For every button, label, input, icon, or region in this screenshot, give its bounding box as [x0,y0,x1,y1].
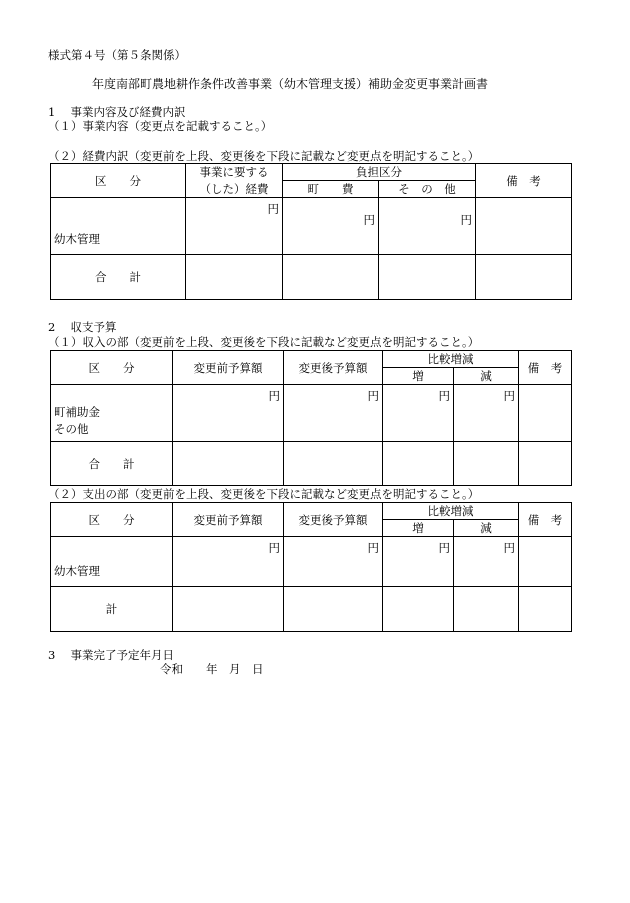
remarks-cell [519,385,572,442]
total-cell [454,587,519,632]
section1-sub2: （２）経費内訳（変更前を上段、変更後を下段に記載など変更点を明記すること。） [48,149,480,163]
total-cell [173,587,284,632]
header-before: 変更前予算額 [173,503,284,537]
header-kubun: 区 分 [51,351,173,385]
header-decrease: 減 [454,368,519,385]
total-cell [186,255,283,300]
total-cell [283,255,379,300]
header-cost-line2: （した）経費 [186,181,283,198]
header-before: 変更前予算額 [173,351,284,385]
expense-breakdown-table [50,163,572,300]
header-decrease: 減 [454,520,519,537]
total-cell [383,442,454,486]
header-remarks: 備 考 [476,164,572,198]
income-table [50,350,572,486]
total-cell [519,442,572,486]
header-comparison: 比較増減 [383,503,519,520]
unit-yen: 円 [454,385,519,442]
section2-heading: 2 収支予算 [48,320,117,334]
total-cell [284,587,383,632]
unit-yen: 円 [284,537,383,587]
income-row-labels [51,385,173,442]
total-cell [284,442,383,486]
unit-yen: 円 [383,385,454,442]
section1-heading: 1 事業内容及び経費内訳 [48,105,186,119]
section1-sub1: （１）事業内容（変更点を記載すること。） [48,119,273,133]
expense-heading: （２）支出の部（変更前を上段、変更後を下段に記載など変更点を明記すること。） [48,487,480,501]
header-town: 町 費 [283,181,379,198]
unit-yen: 円 [173,537,284,587]
header-kubun: 区 分 [51,503,173,537]
unit-yen: 円 [383,537,454,587]
header-after: 変更後予算額 [284,351,383,385]
total-cell [379,255,476,300]
total-cell [173,442,284,486]
unit-yen: 円 [284,385,383,442]
total-cell [519,587,572,632]
header-increase: 増 [383,520,454,537]
total-cell [454,442,519,486]
income-total-label: 合 計 [51,442,173,486]
form-number: 様式第４号（第５条関係） [48,48,186,62]
total-label: 合 計 [51,255,186,300]
header-kubun: 区 分 [51,164,186,198]
unit-yen: 円 [454,537,519,587]
unit-yen: 円 [173,385,284,442]
expense-row-label: 幼木管理 [51,537,173,587]
remarks-cell [519,537,572,587]
completion-date: 令和 年 月 日 [160,662,264,676]
income-row-other: その他 [54,422,89,436]
remarks-cell [476,198,572,255]
header-remarks: 備 考 [519,351,572,385]
unit-yen: 円 [186,198,283,255]
header-increase: 増 [383,368,454,385]
section3-heading: 3 事業完了予定年月日 [48,648,174,662]
header-burden: 負担区分 [283,164,476,181]
income-row-subsidy: 町補助金 [54,405,100,419]
header-cost-line1: 事業に要する [186,164,283,181]
document-title: 年度南部町農地耕作条件改善事業（幼木管理支援）補助金変更事業計画書 [92,77,489,91]
header-after: 変更後予算額 [284,503,383,537]
row-label-youboku: 幼木管理 [51,198,186,255]
header-other: そ の 他 [379,181,476,198]
income-heading: （１）収入の部（変更前を上段、変更後を下段に記載など変更点を明記すること。） [48,335,480,349]
expense-table [50,502,572,632]
unit-yen: 円 [379,198,476,255]
total-cell [476,255,572,300]
expense-total-label: 計 [51,587,173,632]
header-comparison: 比較増減 [383,351,519,368]
unit-yen: 円 [283,198,379,255]
header-remarks: 備 考 [519,503,572,537]
total-cell [383,587,454,632]
